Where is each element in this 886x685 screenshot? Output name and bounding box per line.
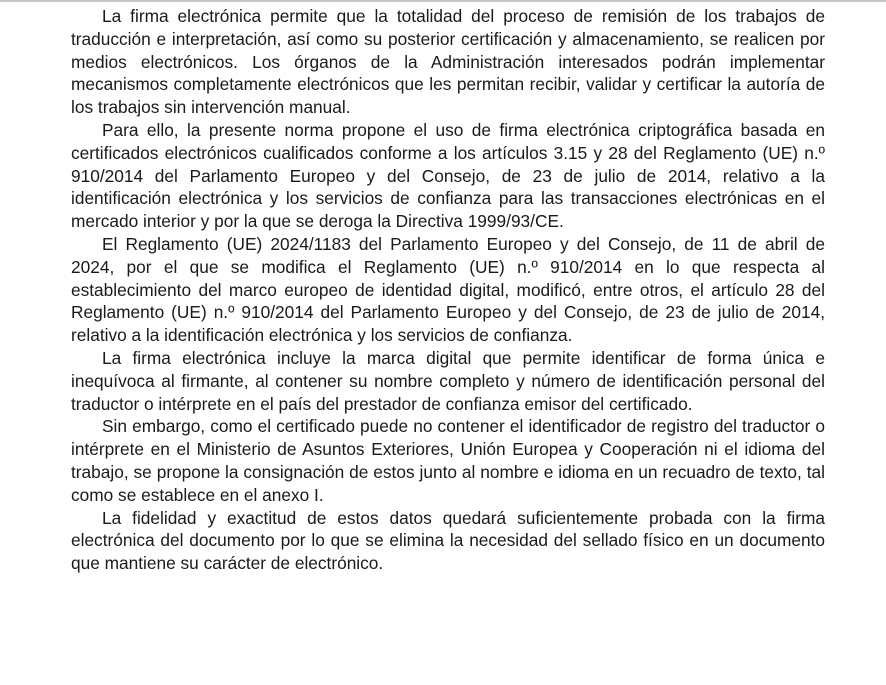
page-top-border <box>0 0 886 2</box>
paragraph-electronic-signature-process: La firma electrónica permite que la totalidad del proceso de remisión de los trabajos de traducción e interpretación, así como su posterior certificación y almacenamiento, se realicen por medios electrónicos. Los órganos de la Administración interesados podrán implementar mecanismos completamente electrónicos que les permitan recibir, validar y certificar la autoría de los trabajos sin intervención manual. <box>71 6 825 118</box>
paragraph-regulation-2024-1183: El Reglamento (UE) 2024/1183 del Parlamento Europeo y del Consejo, de 11 de abril de 2024, por el que se modifica el Reglamento (UE) n.º 910/2014 en lo que respecta al establecimiento del marco europeo de identidad digital, modificó, entre otros, el artículo 28 del Reglamento (UE) n.º 910/2014 del Parlamento Europeo y del Consejo, de 23 de julio de 2014, relativo a la identificación electrónica y los servicios de confianza. <box>71 233 825 346</box>
paragraph-fidelity-accuracy: La fidelidad y exactitud de estos datos quedará suficientemente probada con la firma electrónica del documento por lo que se elimina la necesidad del sellado físico en un documento que mantiene su carácter de electrónico. <box>71 507 825 574</box>
document-body <box>71 5 825 575</box>
paragraph-digital-mark: La firma electrónica incluye la marca digital que permite identificar de forma única e inequívoca al firmante, al contener su nombre completo y número de identificación personal del traductor o intérprete en el país del prestador de confianza emisor del certificado. <box>71 347 825 414</box>
paragraph-text-box-proposal: Sin embargo, como el certificado puede no contener el identificador de registro del traductor o intérprete en el Ministerio de Asuntos Exteriores, Unión Europea y Cooperación ni el idioma del trabajo, se propone la consignación de estos junto al nombre e idioma en un recuadro de texto, tal como se establece en el anexo I. <box>71 416 825 505</box>
paragraph-qualified-certificates: Para ello, la presente norma propone el uso de firma electrónica criptográfica basada en certificados electrónicos cualificados conforme a los artículos 3.15 y 28 del Reglamento (UE) n.º 910/2014 del Parlamento Europeo y del Consejo, de 23 de julio de 2014, relativo a la identificación electrónica y los servicios de confianza para las transacciones electrónicas en el mercado interior y por la que se deroga la Directiva 1999/93/CE. <box>71 119 825 232</box>
